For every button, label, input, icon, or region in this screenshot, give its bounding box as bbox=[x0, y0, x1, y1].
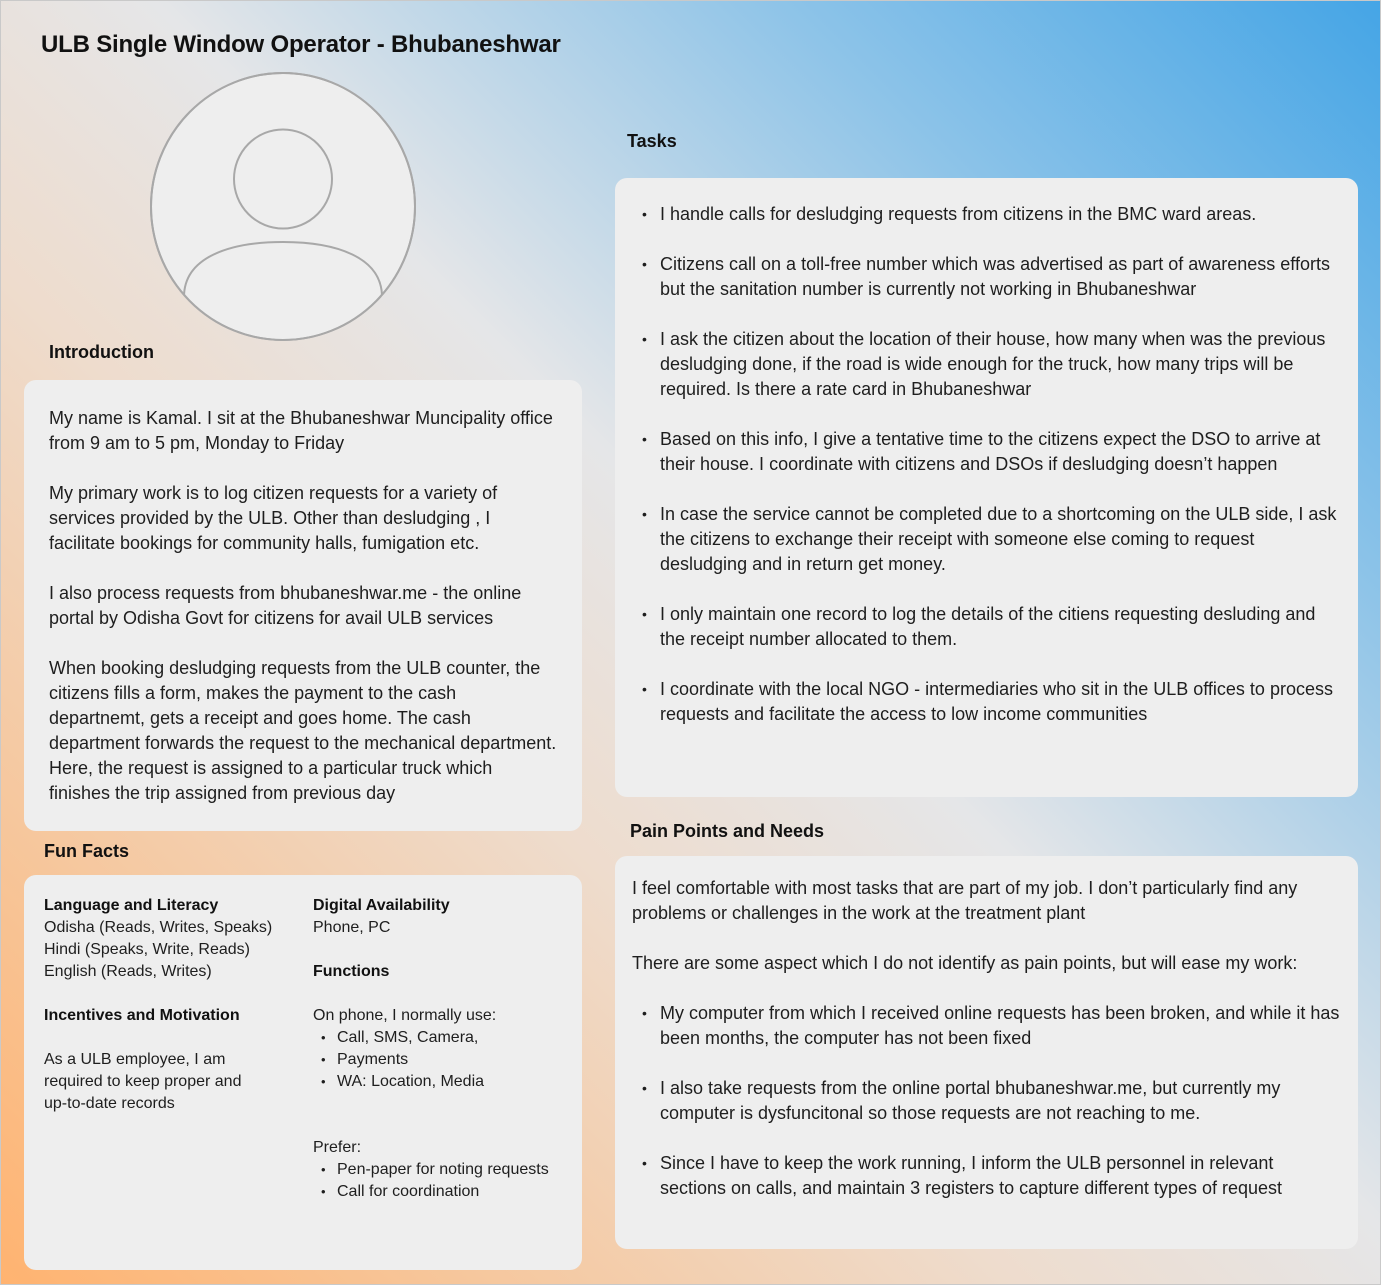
avatar bbox=[150, 72, 417, 341]
pain-points-heading: Pain Points and Needs bbox=[630, 821, 825, 841]
introduction-card bbox=[24, 380, 582, 831]
language-line: Hindi (Speaks, Write, Reads) bbox=[44, 941, 250, 958]
phone-usage-intro: On phone, I normally use: bbox=[313, 1007, 497, 1024]
prefer-item: • Pen-paper for noting requests bbox=[313, 1159, 575, 1181]
fun-facts-left-column bbox=[44, 895, 304, 1115]
phone-usage-list bbox=[313, 1027, 575, 1093]
tasks-list bbox=[642, 202, 1338, 727]
fun-facts-heading: Fun Facts bbox=[44, 841, 130, 861]
prefer-intro: Prefer: bbox=[313, 1139, 362, 1156]
task-item: • I only maintain one record to log the details of the citiens requesting desluding and the receipt number allocated to them. bbox=[642, 602, 1338, 652]
fun-facts-card bbox=[24, 875, 582, 1270]
prefer-list bbox=[313, 1159, 575, 1203]
phone-usage-item: • WA: Location, Media bbox=[313, 1071, 575, 1093]
incentives-text: As a ULB employee, I am required to keep proper and up-to-date records bbox=[44, 1051, 242, 1112]
tasks-card bbox=[615, 178, 1358, 797]
intro-paragraph: My primary work is to log citizen requests for a variety of services provided by the ULB. Other than desludging , I facilitate bookings for community halls, fumigation etc. bbox=[49, 483, 498, 553]
intro-paragraph: When booking desludging requests from the ULB counter, the citizens fills a form, makes the payment to the cash departnemt, gets a receipt and goes home. The cash department forwards the request to the mechanical department. Here, the request is assigned to a particular truck which finishes the trip assigned from previous day bbox=[49, 658, 557, 803]
prefer-item: • Call for coordination bbox=[313, 1181, 575, 1203]
introduction-heading: Introduction bbox=[49, 342, 154, 362]
fun-facts-right-column bbox=[313, 895, 575, 1203]
pain-points-card bbox=[615, 856, 1358, 1249]
incentives-heading: Incentives and Motivation bbox=[44, 1007, 240, 1024]
digital-availability-heading: Digital Availability bbox=[313, 897, 450, 914]
language-line: Odisha (Reads, Writes, Speaks) bbox=[44, 919, 273, 936]
intro-paragraph: I also process requests from bhubaneshwar.me - the online portal by Odisha Govt for citizens for avail ULB services bbox=[49, 583, 522, 628]
pain-point-item: • I also take requests from the online portal bhubaneshwar.me, but currently my computer is dysfuncitonal so those requests are not reaching to me. bbox=[642, 1076, 1344, 1126]
digital-availability-text: Phone, PC bbox=[313, 919, 391, 936]
pain-points-lead: There are some aspect which I do not identify as pain points, but will ease my work: bbox=[632, 953, 1298, 973]
phone-usage-item: • Call, SMS, Camera, bbox=[313, 1027, 575, 1049]
pain-points-list bbox=[632, 1001, 1344, 1201]
task-item: • I handle calls for desludging requests from citizens in the BMC ward areas. bbox=[642, 202, 1338, 227]
task-item: • In case the service cannot be completed due to a shortcoming on the ULB side, I ask the citizens to exchange their receipt with someone else coming to request desludging and in return get money. bbox=[642, 502, 1338, 577]
pain-points-intro: I feel comfortable with most tasks that are part of my job. I don’t particularly find any problems or challenges in the work at the treatment plant bbox=[632, 878, 1298, 923]
pain-point-item: • Since I have to keep the work running, I inform the ULB personnel in relevant sections on calls, and maintain 3 registers to capture different types of request bbox=[642, 1151, 1344, 1201]
task-item: • Citizens call on a toll-free number which was advertised as part of awareness efforts but the sanitation number is currently not working in Bhubaneshwar bbox=[642, 252, 1338, 302]
page-title: ULB Single Window Operator - Bhubaneshwar bbox=[41, 31, 561, 58]
language-heading: Language and Literacy bbox=[44, 897, 219, 914]
intro-paragraph: My name is Kamal. I sit at the Bhubaneshwar Muncipality office from 9 am to 5 pm, Monday to Friday bbox=[49, 408, 553, 453]
pain-point-item: • My computer from which I received online requests has been broken, and while it has been months, the computer has not been fixed bbox=[642, 1001, 1344, 1051]
language-line: English (Reads, Writes) bbox=[44, 963, 212, 980]
task-item: • I ask the citizen about the location of their house, how many when was the previous desludging done, if the road is wide enough for the truck, how many trips will be required. Is there a rate card in Bhubaneshwar bbox=[642, 327, 1338, 402]
user-placeholder-icon bbox=[150, 72, 417, 341]
task-item: • I coordinate with the local NGO - intermediaries who sit in the ULB offices to process requests and facilitate the access to low income communities bbox=[642, 677, 1338, 727]
functions-heading: Functions bbox=[313, 963, 390, 980]
tasks-heading: Tasks bbox=[627, 131, 677, 151]
phone-usage-item: • Payments bbox=[313, 1049, 575, 1071]
task-item: • Based on this info, I give a tentative time to the citizens expect the DSO to arrive at their house. I coordinate with citizens and DSOs if desludging doesn’t happen bbox=[642, 427, 1338, 477]
